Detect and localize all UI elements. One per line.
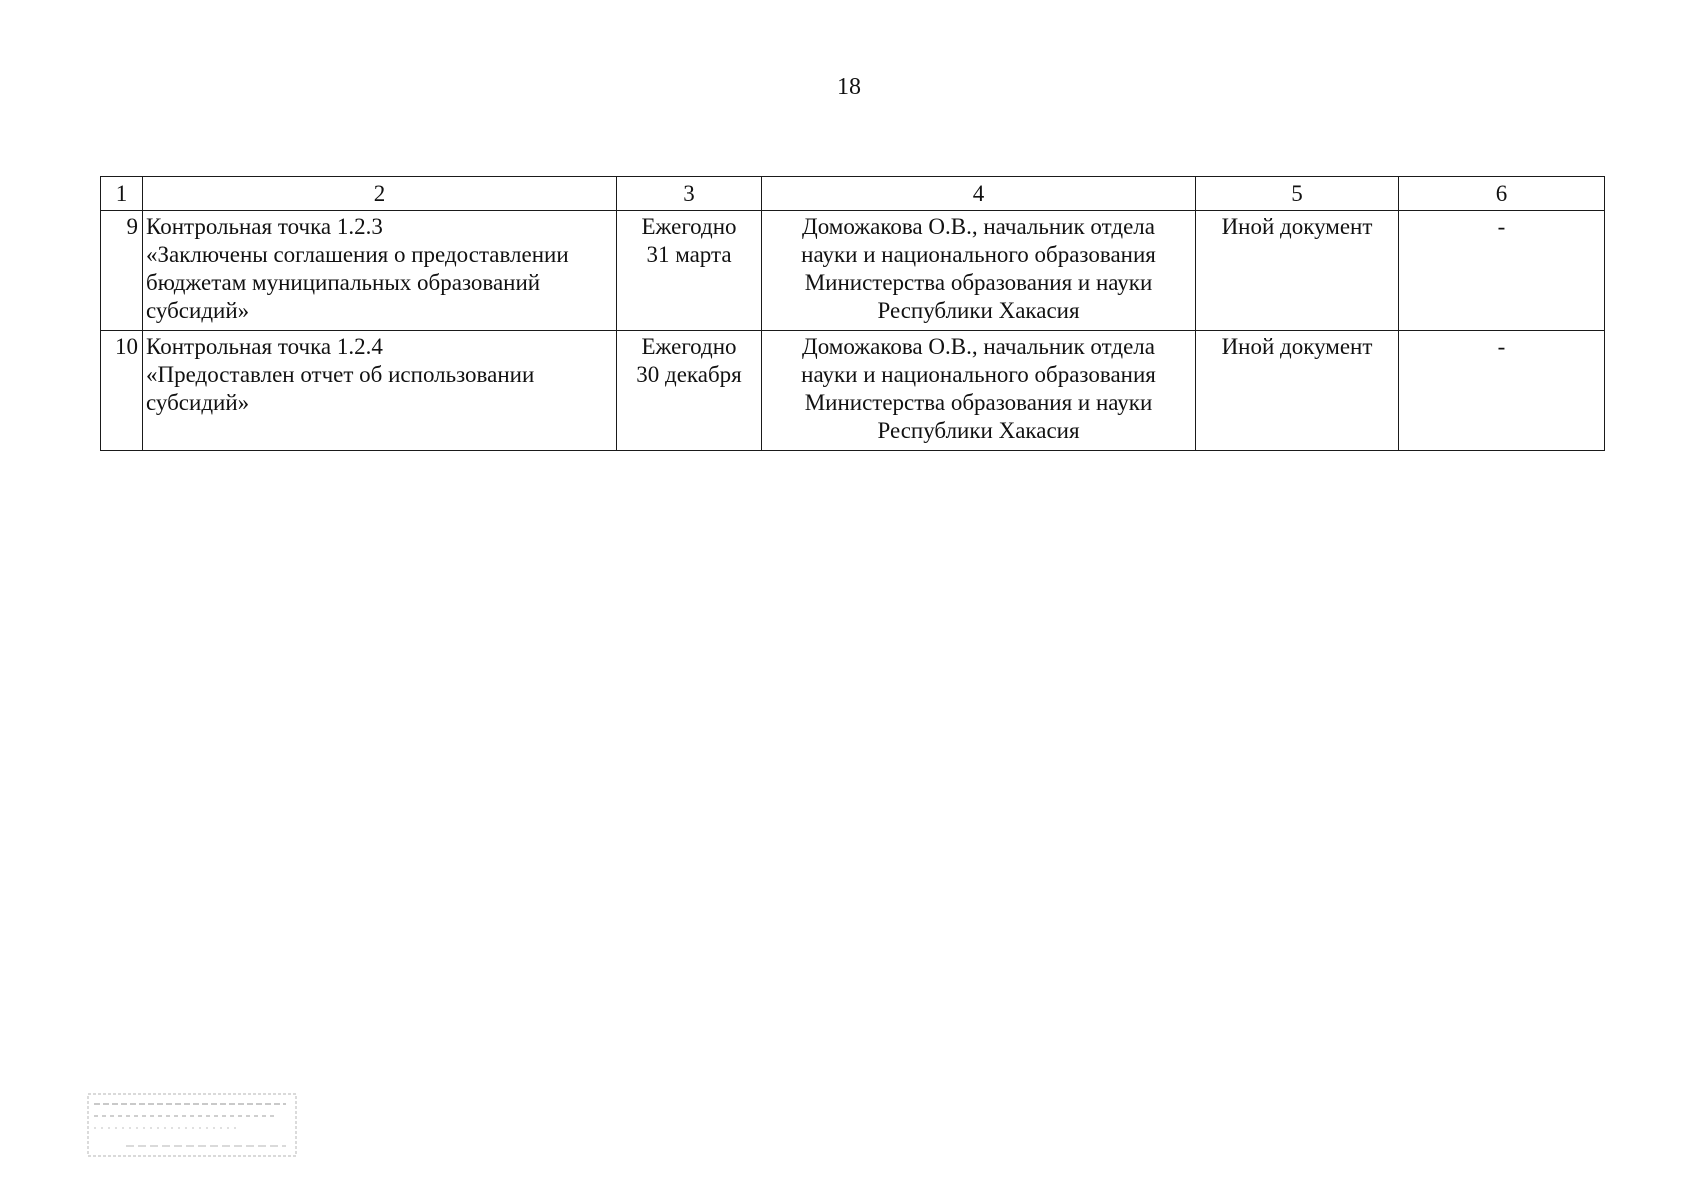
document-type-cell: Иной документ — [1196, 331, 1399, 451]
header-cell: 3 — [617, 177, 762, 211]
header-cell: 2 — [143, 177, 617, 211]
header-cell: 4 — [762, 177, 1196, 211]
control-point-description — [143, 211, 617, 331]
text-line: Ежегодно — [641, 334, 737, 359]
text-line: науки и национального образования — [801, 242, 1156, 267]
table-row — [101, 331, 1605, 451]
text-line: Контрольная точка 1.2.3 — [146, 214, 383, 239]
text-line: «Предоставлен отчет об использовании — [146, 362, 535, 387]
text-line: субсидий» — [146, 298, 250, 323]
text-line: Контрольная точка 1.2.4 — [146, 334, 383, 359]
text-line: Ежегодно — [641, 214, 737, 239]
page-number: 18 — [837, 74, 861, 100]
text-line: «Заключены соглашения о предоставлении — [146, 242, 569, 267]
note-cell: - — [1399, 211, 1605, 331]
text-line: субсидий» — [146, 390, 250, 415]
control-point-description — [143, 331, 617, 451]
header-cell: 1 — [101, 177, 143, 211]
text-line: Доможакова О.В., начальник отдела — [802, 214, 1155, 239]
header-cell: 6 — [1399, 177, 1605, 211]
deadline-cell — [617, 211, 762, 331]
text-line: 31 марта — [646, 242, 732, 267]
document-type-cell: Иной документ — [1196, 211, 1399, 331]
text-line: Доможакова О.В., начальник отдела — [802, 334, 1155, 359]
table-row — [101, 211, 1605, 331]
deadline-cell — [617, 331, 762, 451]
responsible-cell — [762, 211, 1196, 331]
note-cell: - — [1399, 331, 1605, 451]
text-line: Республики Хакасия — [877, 418, 1080, 443]
text-line: Республики Хакасия — [877, 298, 1080, 323]
registration-stamp — [86, 1090, 300, 1162]
control-points-table — [100, 176, 1605, 451]
text-line: Министерства образования и науки — [804, 270, 1153, 295]
responsible-cell — [762, 331, 1196, 451]
row-number: 10 — [101, 331, 143, 451]
text-line: 30 декабря — [636, 362, 742, 387]
text-line: Министерства образования и науки — [804, 390, 1153, 415]
header-cell: 5 — [1196, 177, 1399, 211]
table-header-row — [101, 177, 1605, 211]
row-number: 9 — [101, 211, 143, 331]
text-line: науки и национального образования — [801, 362, 1156, 387]
text-line: бюджетам муниципальных образований — [146, 270, 541, 295]
